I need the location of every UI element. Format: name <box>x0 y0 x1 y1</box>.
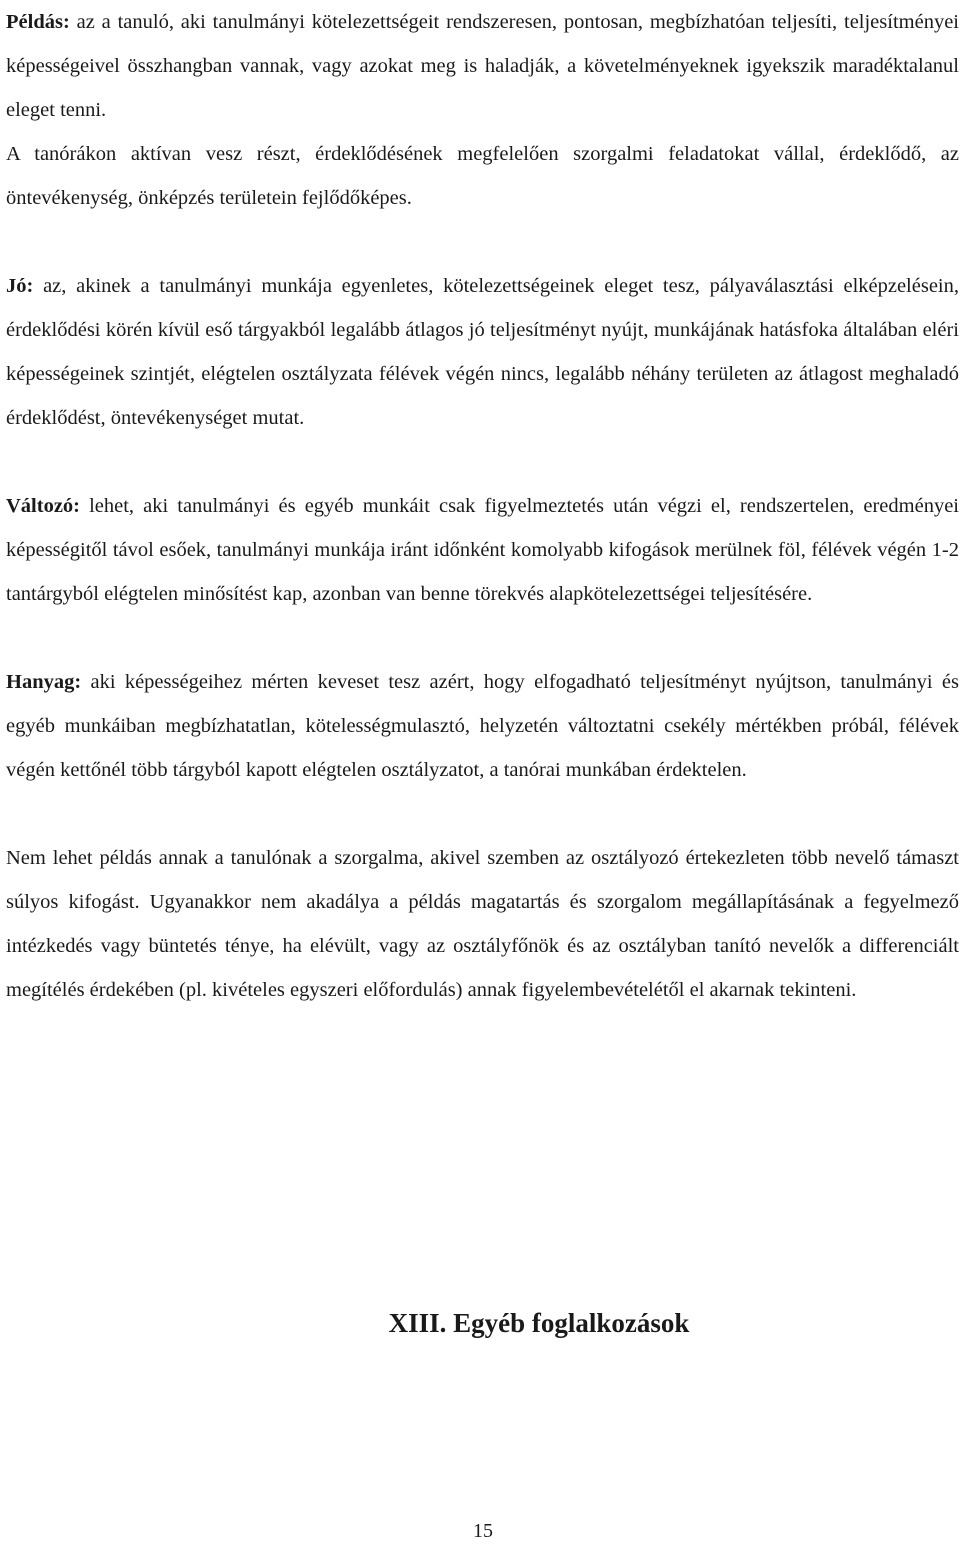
paragraph-pelda <box>6 0 959 132</box>
paragraph-hanyag <box>6 660 959 792</box>
text-valtozo: lehet, aki tanulmányi és egyéb munkáit csak figyelmeztetés után végzi el, rendszertelen, eredményei képességitől távol esőek, tanulmányi munkája iránt időnként komolyabb kifogások merülnek föl, félévek végén 1-2 tantárgyból elégtelen minősítést kap, azonban van benne törekvés alapkötelezettségei teljesítésére. <box>6 495 959 605</box>
text-peldas: az a tanuló, aki tanulmányi kötelezettségeit rendszeresen, pontosan, megbízhatóan teljesíti, teljesítményei képességeivel összhangban vannak, vagy azokat meg is haladják, a követelményeknek igyekszik maradéktalanul eleget tenni. <box>6 11 959 121</box>
label-hanyag: Hanyag: <box>6 671 82 693</box>
paragraph-gap <box>6 616 959 660</box>
section-heading: XIII. Egyéb foglalkozások <box>388 1308 690 1338</box>
paragraph-note: Nem lehet példás annak a tanulónak a szorgalma, akivel szemben az osztályozó értekezleten több nevelő támaszt súlyos kifogást. Ugyanakkor nem akadálya a példás magatartás és szorgalom megállapításának a fegyelmező intézkedés vagy büntetés ténye, ha elévült, vagy az osztályfőnök és az osztályban tanító nevelők a differenciált megítélés érdekében (pl. kivételes egyszeri előfordulás) annak figyelembevételétől el akarnak tekinteni. <box>6 847 959 1001</box>
page-number: 15 <box>473 1520 493 1542</box>
text-hanyag: aki képességeihez mérten keveset tesz azért, hogy elfogadható teljesítményt nyújtson, tanulmányi és egyéb munkáiban megbízhatatlan, kötelességmulasztó, helyzetén változtatni csekély mértékben próbál, félévek végén kettőnél több tárgyból kapott elégtelen osztályzatot, a tanórai munkában érdektelen. <box>6 671 959 781</box>
label-peldas: Példás: <box>6 11 70 33</box>
paragraph-pelda-continued: A tanórákon aktívan vesz részt, érdeklődésének megfelelően szorgalmi feladatokat vállal, érdeklődő, az öntevékenység, önképzés területein fejlődőképes. <box>6 143 959 209</box>
paragraph-jo <box>6 264 959 440</box>
label-jo: Jó: <box>6 275 34 297</box>
label-valtozo: Változó: <box>6 495 81 517</box>
paragraph-gap <box>6 440 959 484</box>
document-body <box>6 0 959 1012</box>
paragraph-gap <box>6 792 959 836</box>
paragraph-gap <box>6 220 959 264</box>
text-jo: az, akinek a tanulmányi munkája egyenletes, kötelezettségeinek eleget tesz, pályaválasztási elképzelésein, érdeklődési körén kívül eső tárgyakból legalább átlagos jó teljesítményt nyújt, munkájának hatásfoka általában eléri képességeinek szintjét, elégtelen osztályzata félévek végén nincs, legalább néhány területen az átlagost meghaladó érdeklődést, öntevékenységet mutat. <box>6 275 959 429</box>
paragraph-valtozo <box>6 484 959 616</box>
